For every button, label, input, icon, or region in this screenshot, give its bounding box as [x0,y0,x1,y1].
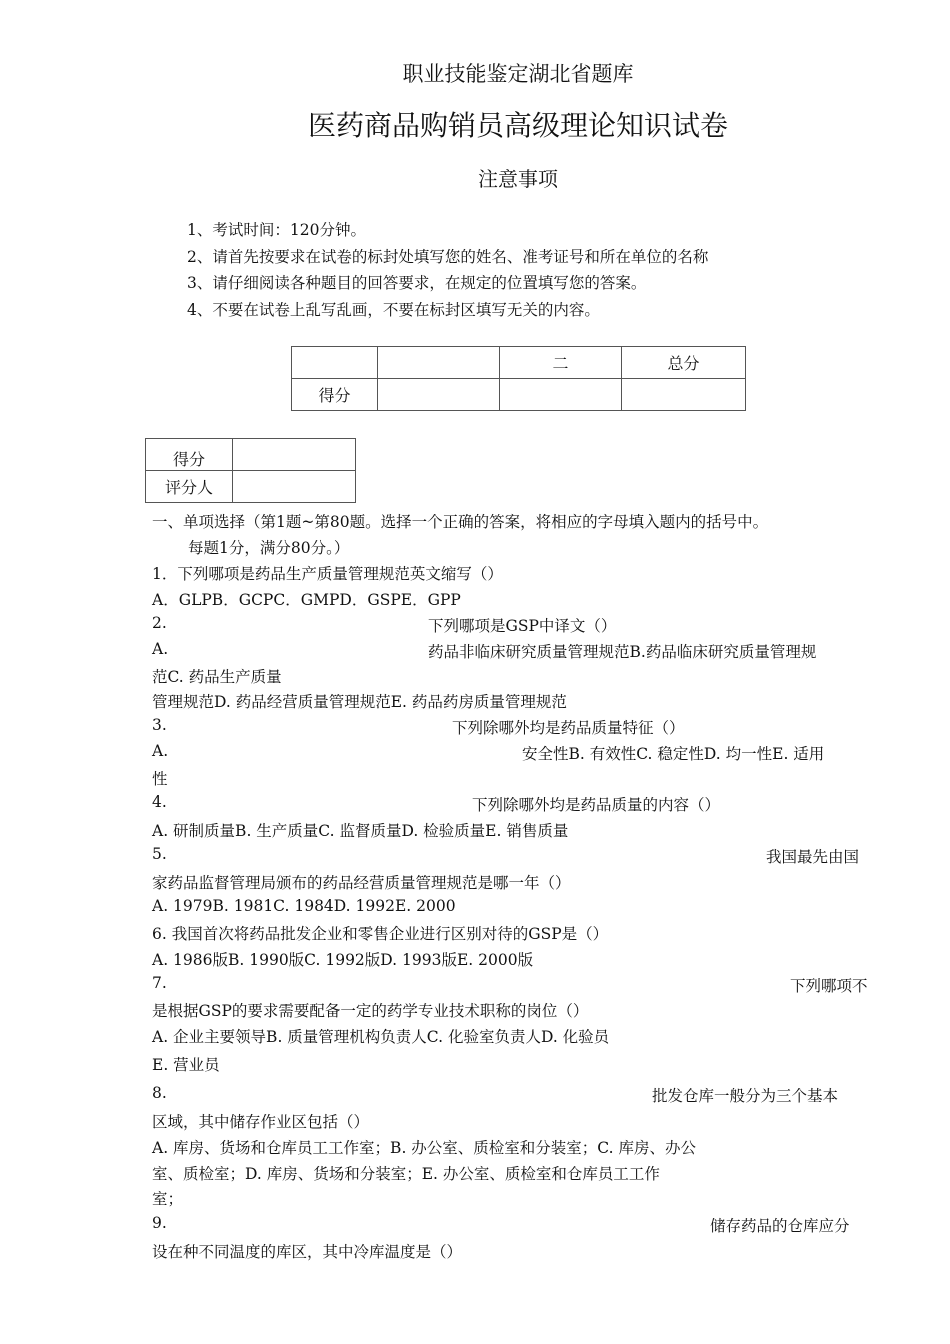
score-table-header-row [292,347,746,379]
notice-item: 4、不要在试卷上乱写乱画，不要在标封区填写无关的内容。 [187,301,600,319]
question-2-options-cont: 管理规范D. 药品经营质量管理规范E. 药品药房质量管理规范 [152,693,567,711]
grader-table-row [146,439,356,471]
question-3-option-a: A. [152,742,169,760]
question-5-stem: 我国最先由国 [766,848,860,866]
question-3-options-cont: 性 [152,770,168,788]
question-7-stem-cont: 是根据GSP的要求需要配备一定的药学专业技术职称的岗位（） [152,1002,589,1020]
grader-name-label: 评分人 [146,471,233,503]
question-8-number: 8. [152,1084,167,1102]
notice-item: 2、请首先按要求在试卷的标封处填写您的姓名、准考证号和所在单位的名称 [187,248,709,266]
question-7-option-e: E. 营业员 [152,1056,220,1074]
score-header-cell [292,347,378,379]
question-8-options-cont: 室； [152,1190,184,1208]
question-1-options: A．GLPB．GCPC．GMPD．GSPE．GPP [152,591,461,609]
score-cell[interactable] [500,379,622,411]
grader-score-label: 得分 [146,439,233,471]
notice-heading: 注意事项 [478,167,558,191]
score-table-score-row [292,379,746,411]
question-8-stem-cont: 区域，其中储存作业区包括（） [152,1113,370,1131]
question-2-option-a: A. [152,640,169,658]
notice-item: 1、考试时间：120分钟。 [187,221,366,239]
question-8-options-cont: 室、质检室；D. 库房、货场和分装室；E. 办公室、质检室和仓库员工工作 [152,1165,660,1183]
question-2-options-cont: 范C. 药品生产质量 [152,668,282,686]
question-3-options: 安全性B. 有效性C. 稳定性D. 均一性E. 适用 [522,745,825,763]
section-instruction-cont: 每题1分，满分80分。） [188,539,350,557]
question-2-number: 2. [152,614,167,632]
question-1: 1．下列哪项是药品生产质量管理规范英文缩写（） [152,565,503,583]
grader-table [145,438,356,503]
question-5-options: A. 1979B. 1981C. 1984D. 1992E. 2000 [152,897,456,915]
question-5-number: 5. [152,845,167,863]
question-4-number: 4. [152,793,167,811]
question-3-stem: 下列除哪外均是药品质量特征（） [452,719,685,737]
question-9-stem: 储存药品的仓库应分 [710,1217,850,1235]
question-6: 6. 我国首次将药品批发企业和零售企业进行区别对待的GSP是（） [152,925,609,943]
score-header-cell: 二 [500,347,622,379]
question-7-number: 7. [152,974,167,992]
question-8-options: A. 库房、货场和仓库员工工作室；B. 办公室、质检室和分装室；C. 库房、办公 [152,1139,696,1157]
exam-bank-title: 职业技能鉴定湖北省题库 [402,62,634,86]
score-cell[interactable] [622,379,746,411]
score-cell[interactable] [378,379,500,411]
score-row-label: 得分 [292,379,378,411]
section-instruction: 一、单项选择（第1题~第80题。选择一个正确的答案，将相应的字母填入题内的括号中。 [152,513,769,531]
question-9-number: 9. [152,1214,167,1232]
question-6-options: A. 1986版B. 1990版C. 1992版D. 1993版E. 2000版 [152,951,534,969]
question-5-stem-cont: 家药品监督管理局颁布的药品经营质量管理规范是哪一年（） [152,874,571,892]
score-header-cell: 总分 [622,347,746,379]
question-7-options: A. 企业主要领导B. 质量管理机构负责人C. 化验室负责人D. 化验员 [152,1028,610,1046]
question-9-stem-cont: 设在种不同温度的库区，其中冷库温度是（） [152,1243,463,1261]
exam-paper-title: 医药商品购销员高级理论知识试卷 [307,109,728,142]
notice-item: 3、请仔细阅读各种题目的回答要求，在规定的位置填写您的答案。 [187,274,647,292]
score-header-cell [378,347,500,379]
question-8-stem: 批发仓库一般分为三个基本 [652,1087,839,1105]
grader-name-cell[interactable] [233,471,356,503]
question-7-stem: 下列哪项不 [790,977,868,995]
question-2-stem: 下列哪项是GSP中译文（） [428,617,617,635]
question-3-number: 3. [152,716,167,734]
grader-score-cell[interactable] [233,439,356,471]
question-4-stem: 下列除哪外均是药品质量的内容（） [472,796,721,814]
score-table [291,346,746,411]
grader-table-row [146,471,356,503]
question-2-options: 药品非临床研究质量管理规范B.药品临床研究质量管理规 [428,643,817,661]
question-4-options: A. 研制质量B. 生产质量C. 监督质量D. 检验质量E. 销售质量 [152,822,569,840]
